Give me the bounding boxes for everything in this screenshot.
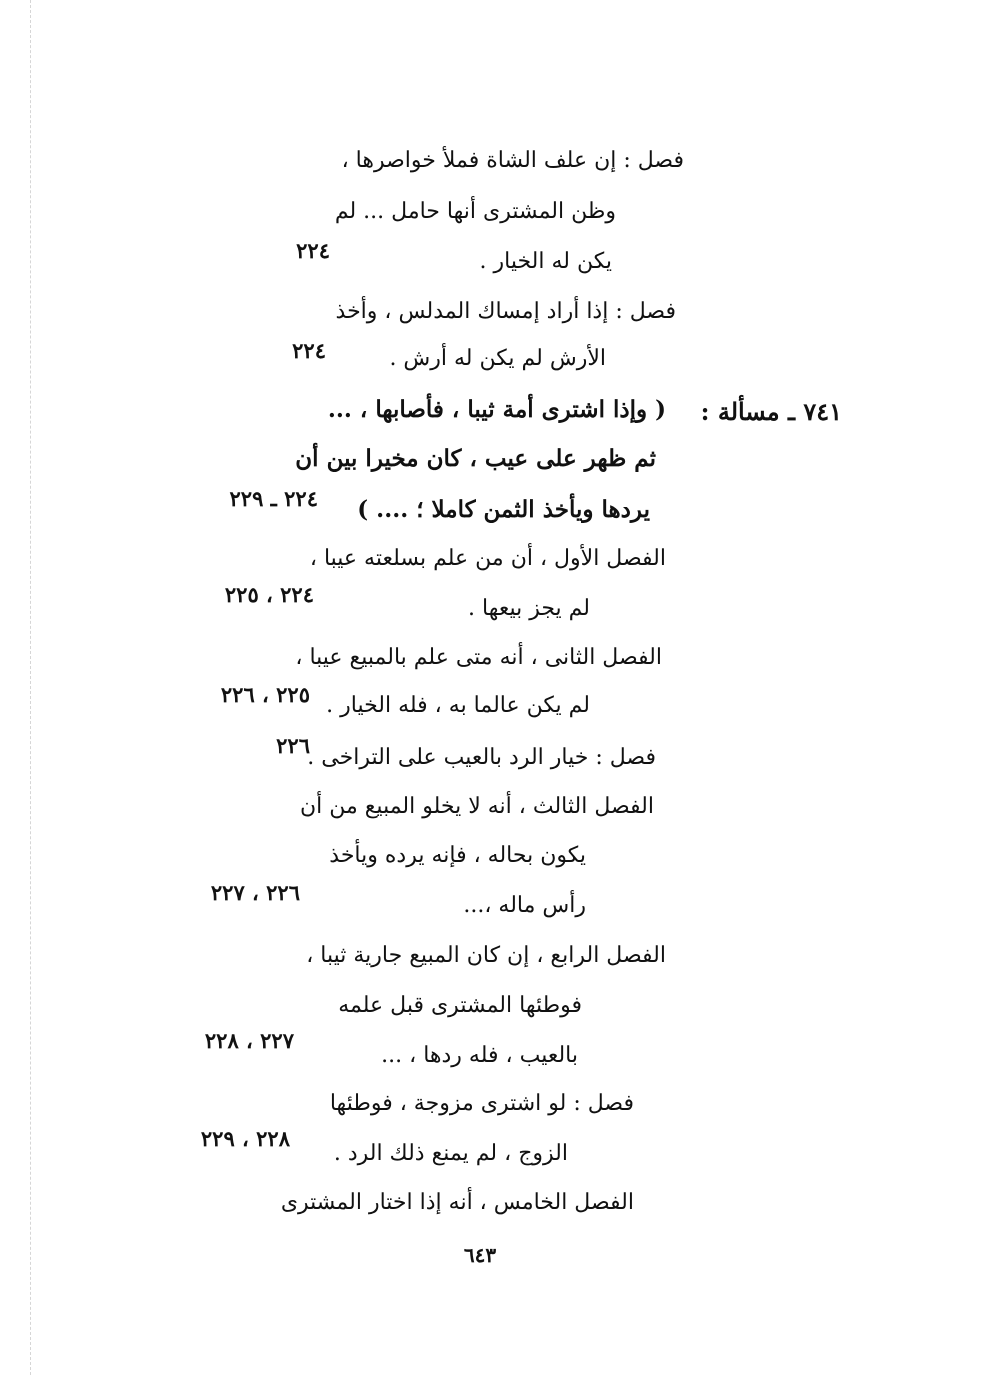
index-line: فصل : إذا أراد إمساك المدلس ، وأخذ [335,299,676,324]
page-ref: ٢٢٥ ، ٢٢٦ [220,682,310,707]
page-number: ٦٤٣ [463,1243,497,1267]
page-ref: ٢٢٦ ، ٢٢٧ [210,880,300,905]
index-line: رأس ماله ،... [463,893,586,918]
entry-label: ٧٤١ ـ مسألة : [700,397,842,426]
index-line: الفصل الثالث ، أنه لا يخلو المبيع من أن [299,794,654,819]
page-ref: ٢٢٤ [292,338,326,363]
index-line: فصل : خيار الرد بالعيب على التراخى . [307,745,656,770]
index-line: الفصل الأول ، أن من علم بسلعته عيبا ، [309,546,666,571]
entry-quote-line: ( وإذا اشترى أمة ثيبا ، فأصابها ، ... [327,396,666,423]
page-ref: ٢٢٤ [296,238,330,263]
page-ref: ٢٢٤ ـ ٢٢٩ [229,486,318,511]
page-ref: ٢٢٧ ، ٢٢٨ [204,1028,294,1053]
index-line: لم يكن عالما به ، فله الخيار . [326,693,590,718]
page-ref: ٢٢٦ [276,733,310,758]
index-line: الفصل الخامس ، أنه إذا اختار المشترى [280,1190,634,1215]
index-line: وظن المشترى أنها حامل ... لم [334,199,616,224]
index-line: فوطئها المشترى قبل علمه [338,993,582,1018]
index-line: يكون بحاله ، فإنه يرده ويأخذ [329,843,586,868]
entry-quote-line: يردها ويأخذ الثمن كاملا ؛ .... ) [357,496,650,523]
page-ref: ٢٢٨ ، ٢٢٩ [200,1126,290,1151]
page-ref: ٢٢٤ ، ٢٢٥ [224,582,314,607]
index-line: لم يجز بيعها . [468,596,590,621]
margin-rule [30,0,31,1375]
index-line: فصل : لو اشترى مزوجة ، فوطئها [329,1091,634,1116]
index-line: الأرش لم يكن له أرش . [389,346,606,371]
index-line: فصل : إن علف الشاة فملأ خواصرها ، [341,148,684,173]
index-line: بالعيب ، فله ردها ، ... [381,1043,578,1068]
index-line: يكن له الخيار . [479,249,612,274]
index-line: الفصل الثانى ، أنه متى علم بالمبيع عيبا ، [295,645,662,670]
entry-quote-line: ثم ظهر على عيب ، كان مخيرا بين أن [295,445,656,472]
index-line: الفصل الرابع ، إن كان المبيع جارية ثيبا ، [306,943,666,968]
index-line: الزوج ، لم يمنع ذلك الرد . [333,1141,568,1166]
